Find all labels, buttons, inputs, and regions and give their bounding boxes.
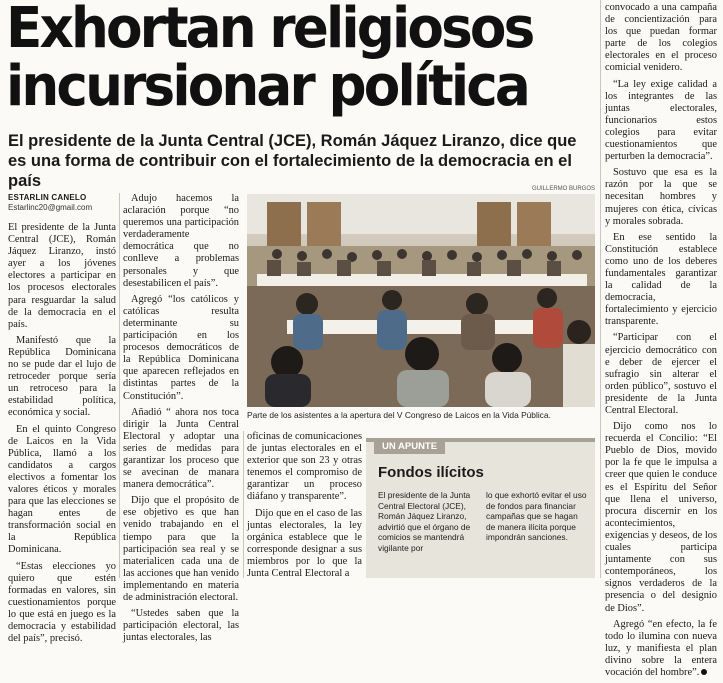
paragraph: Dijo que en el caso de las juntas electorales, la ley orgánica establece que le corresponde designar a sus miembros por lo que la Junta Central Electoral a: [247, 507, 362, 580]
column-rule: [119, 193, 120, 578]
paragraph: [605, 619, 717, 679]
paragraph: En ese sentido la Constitución establece como uno de los deberes fundamentales garantizar la calidad de la democracia, fortalecimiento y ejercicio transparente.: [605, 231, 717, 328]
end-mark-icon: [701, 669, 707, 675]
headline: [6, 0, 567, 119]
body-column-1: [8, 222, 116, 649]
paragraph: “Estas elecciones yo quiero que estén formadas en valores, sin cuestionamientos porque lo que está en juego es la democracia y estabilidad del país”, precisó.: [8, 560, 116, 645]
byline: [8, 193, 118, 212]
deck: El presidente de la Junta Central (JCE), Román Jáquez Liranzo, dice que es una forma de contribuir con el fortalecimiento de la democracia en el país: [8, 132, 577, 190]
sidebar-tag: UN APUNTE: [374, 438, 445, 454]
paragraph: “Participar con el ejercicio democrático con e deber de ejercer el sufragio sin alterar el orden público”, sostuvo el presidente de la Junta Central Electoral.: [605, 332, 717, 416]
byline-name: ESTARLIN CANELO: [8, 193, 87, 202]
paragraph: En el quinto Congreso de Laicos en la Vida Pública, llamó a los candidatos a cargos electivos a fomentar los valores éticos y morales para que las elecciones se hagan entes de transformación social en la República Dominicana.: [8, 423, 116, 556]
paragraph: oficinas de comunicaciones de juntas electorales en el exterior que son 23 y otras tenemos el compromiso de garantizar un proceso diáfano y transparente”.: [247, 431, 362, 503]
sidebar-title: Fondos ilícitos: [378, 464, 484, 481]
photo-credit: GUILLERMO BURGOS: [531, 186, 595, 192]
paragraph: Agregó “los católicos y católicas resulta determinante su participación en los procesos democráticos de la República Dominicana que aparecen reflejados en distintas partes de la Constitución”.: [123, 293, 239, 402]
headline-line-2: incursionar política: [6, 54, 528, 119]
event-photo-illustration: [247, 194, 595, 407]
paragraph: Dijo que el propósito de ese objetivo es que han venido trabajando en el tiempo para que la participación sea real y se materialicen cada una de las acciones que han venido implementando en materia de administración electoral.: [123, 495, 239, 603]
paragraph: “La ley exige calidad a los integrantes de las juntas electorales, funcionarios estos colegios para evitar cuestionamientos que perturben la democracia”.: [605, 78, 717, 163]
sidebar-box: [366, 438, 595, 578]
paragraph: Sostuvo que esa es la razón por la que se necesitan hombres y mujeres con ética, cívicas y morales sobrada.: [605, 167, 717, 227]
body-column-5: [605, 2, 717, 683]
sidebar-text-left: El presidente de la Junta Central Electoral (JCE), Román Jáquez Liranzo, advirtió que el órgano de comicios se mantendrá vigilante por: [378, 490, 471, 553]
paragraph: Añadió “ ahora nos toca dirigir la Junta Central Electoral y adoptar una series de medidas para garantizar los proceso que se avecinan de manara manera democrática”.: [123, 406, 239, 491]
paragraph: Dijo como nos lo recuerda el Concilio: “El Pueblo de Dios, movido por la fe que le impulsa a creer que quien le conduce es el Espíritu del Señor que llena el universo, procura discernir en los acontecimientos, exigencias y deseos, de los cuales participa juntamente con sus contemporáneos, los signos verdaderos de la presencia o del designio de Dios”.: [605, 421, 717, 614]
paragraph: Manifestó que la República Dominicana no se pude dar el lujo de retroceder porque sería un retroceso para la estabilidad política, económica y social.: [8, 334, 116, 419]
body-column-3: [247, 431, 362, 584]
column-rule: [243, 431, 244, 578]
body-column-2: [123, 193, 239, 648]
paragraph: “Ustedes saben que la participación electoral, las juntas electorales, las: [123, 608, 239, 644]
byline-email: Estarlinc20@gmail.com: [8, 203, 93, 212]
event-photo: [247, 194, 595, 407]
column-rule: [600, 0, 601, 578]
sidebar-text-right: lo que exhortó evitar el uso de fondos para financiar campañas que se hagan de manera ilícita porque impondrán sanciones.: [486, 490, 587, 543]
paragraph: convocado a una campaña de concientización para los que puedan formar parte de los colegios electorales en el proceso comicial venidero.: [605, 2, 717, 74]
paragraph: El presidente de la Junta Central (JCE), Román Jáquez Liranzo, instó ayer a los jóvenes electores a participar en los procesos electorales para resguardar la salud de la democracia en el país.: [8, 222, 116, 330]
headline-line-1: Exhortan religiosos: [6, 0, 533, 61]
paragraph-text: Agregó “en efecto, la fe todo lo ilumina con nueva luz, y manifiesta el plan divino sobre la entera vocación del hombre”.: [605, 618, 717, 678]
photo-caption: Parte de los asistentes a la apertura del V Congreso de Laicos en la Vida Pública.: [247, 410, 551, 420]
paragraph: Adujo hacemos la aclaración porque “no queremos una participación verdaderamente democrática que no conlleve a problemas personales y que desestabilicen el país”.: [123, 193, 239, 289]
